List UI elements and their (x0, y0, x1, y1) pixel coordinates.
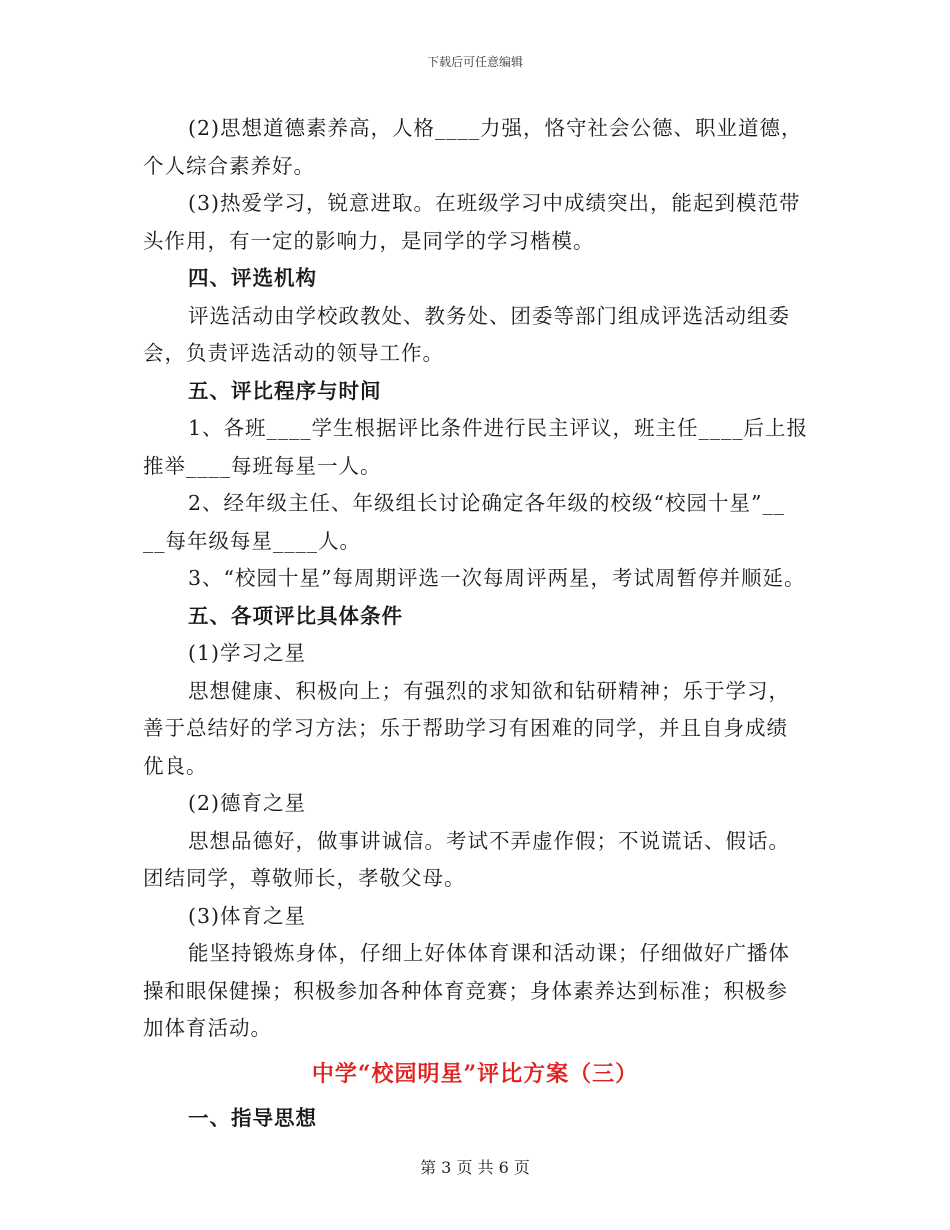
text-line: (2)德育之星 (188, 791, 307, 815)
text-line: (2)思想道德素养高，人格____力强，恪守社会公德、职业道德， (188, 116, 803, 140)
page-header: 下载后可任意编辑 (426, 55, 523, 69)
text-line: 会，负责评选活动的领导工作。 (143, 341, 444, 365)
text-line: (1)学习之星 (188, 641, 307, 665)
text-line: 思想健康、积极向上；有强烈的求知欲和钻研精神；乐于学习， (188, 678, 790, 703)
text-line: 操和眼保健操；积极参加各种体育竞赛；身体素养达到标准；积极参 (143, 978, 788, 1003)
text-line: (3)体育之星 (188, 903, 307, 928)
text-line: 2、经年级主任、年级组长讨论确定各年级的校级“校园十星”__ (188, 491, 786, 515)
text-line: 善于总结好的学习方法；乐于帮助学习有困难的同学，并且自身成绩 (143, 716, 788, 740)
text-line: 评选活动由学校政教处、教务处、团委等部门组成评选活动组委 (188, 303, 790, 328)
text-line: 思想品德好，做事讲诚信。考试不弄虚作假；不说谎话、假话。 (188, 828, 790, 853)
text-line: 能坚持锻炼身体，仔细上好体体育课和活动课；仔细做好广播体 (188, 941, 790, 965)
text-line: 优良。 (143, 753, 208, 778)
text-line: 团结同学，尊敬师长，孝敬父母。 (143, 866, 466, 890)
section-heading: 五、各项评比具体条件 (188, 603, 403, 628)
paragraph-lines (143, 110, 823, 1048)
section-heading: 四、评选机构 (188, 266, 317, 290)
page-footer: 第 3 页 共 6 页 (420, 1158, 530, 1177)
text-line: 推举____每班每星一人。 (143, 453, 382, 478)
section-title: 中学“校园明星”评比方案（三） (311, 1060, 639, 1087)
text-line: 头作用，有一定的影响力，是同学的学习楷模。 (143, 228, 595, 253)
text-line: 1、各班____学生根据评比条件进行民主评议，班主任____后上报 (188, 416, 809, 440)
text-line: 3、“校园十星”每周期评选一次每周评两星，考试周暂停并顺延。 (188, 566, 806, 590)
text-line: 个人综合素养好。 (143, 153, 315, 178)
section-heading: 五、评比程序与时间 (188, 378, 382, 403)
heading-guiding-ideology: 一、指导思想 (188, 1105, 317, 1130)
document-body (143, 110, 823, 1137)
text-line: __每年级每星____人。 (143, 528, 361, 553)
text-line: (3)热爱学习，锐意进取。在班级学习中成绩突出，能起到模范带 (188, 191, 801, 215)
text-line: 加体育活动。 (143, 1016, 272, 1040)
